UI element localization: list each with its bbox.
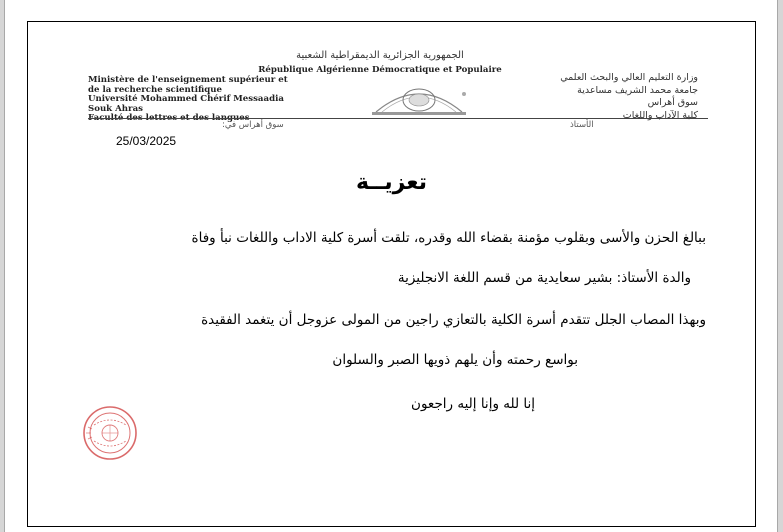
- arabic-ministry-line: وزارة التعليم العالي والبحث العلمي: [560, 72, 698, 83]
- french-institution-block: [88, 76, 318, 124]
- university-emblem-icon: [364, 78, 474, 118]
- body-line-5: إنا لله وإنا إليه راجعون: [411, 396, 535, 412]
- body-line-2: والدة الأستاذ: بشير سعايدية من قسم اللغة الانجليزية: [397, 270, 691, 286]
- french-ministry-line-2: de la recherche scientifique: [88, 84, 222, 95]
- professor-label: الأستاذ: [570, 120, 594, 130]
- french-ministry-line-1: Ministère de l'enseignement supérieur et: [88, 75, 288, 85]
- arabic-institution-block: [498, 72, 698, 122]
- arabic-city-line: سوق أهراس: [647, 97, 698, 108]
- arabic-university-line: جامعة محمد الشريف مساعدية: [577, 84, 698, 96]
- page-right-edge: [777, 0, 783, 532]
- french-city-line: Souk Ahras: [88, 103, 143, 114]
- condolence-title: تعزيــة: [355, 170, 427, 195]
- arabic-republic-heading: الجمهورية الجزائرية الديمقراطية الشعبية: [296, 50, 464, 61]
- souk-ahras-date-label: سوق أهراس في:: [222, 120, 284, 130]
- official-stamp-icon: [82, 405, 138, 461]
- page-left-edge: [0, 0, 5, 532]
- header-divider: [88, 118, 708, 119]
- body-line-1: ببالغ الحزن والأسى وبقلوب مؤمنة بقضاء الله وقدره، تلقت أسرة كلية الاداب واللغات نبأ وفاة: [191, 230, 706, 246]
- french-republic-heading: République Algérienne Démocratique et Populaire: [258, 65, 502, 75]
- french-faculty-line: Faculté des lettres et des langues: [88, 113, 250, 124]
- body-line-4: بواسع رحمته وأن يلهم ذويها الصبر والسلوان: [332, 352, 578, 368]
- french-university-line: Université Mohammed Chérif Messaadia: [88, 94, 284, 105]
- body-line-3: وبهذا المصاب الجلل تتقدم أسرة الكلية بالتعازي راجين من المولى عزوجل أن يتغمد الفقيدة: [201, 312, 706, 328]
- document-date: 25/03/2025: [116, 134, 177, 148]
- arabic-faculty-line: كلية الآداب واللغات: [622, 109, 698, 121]
